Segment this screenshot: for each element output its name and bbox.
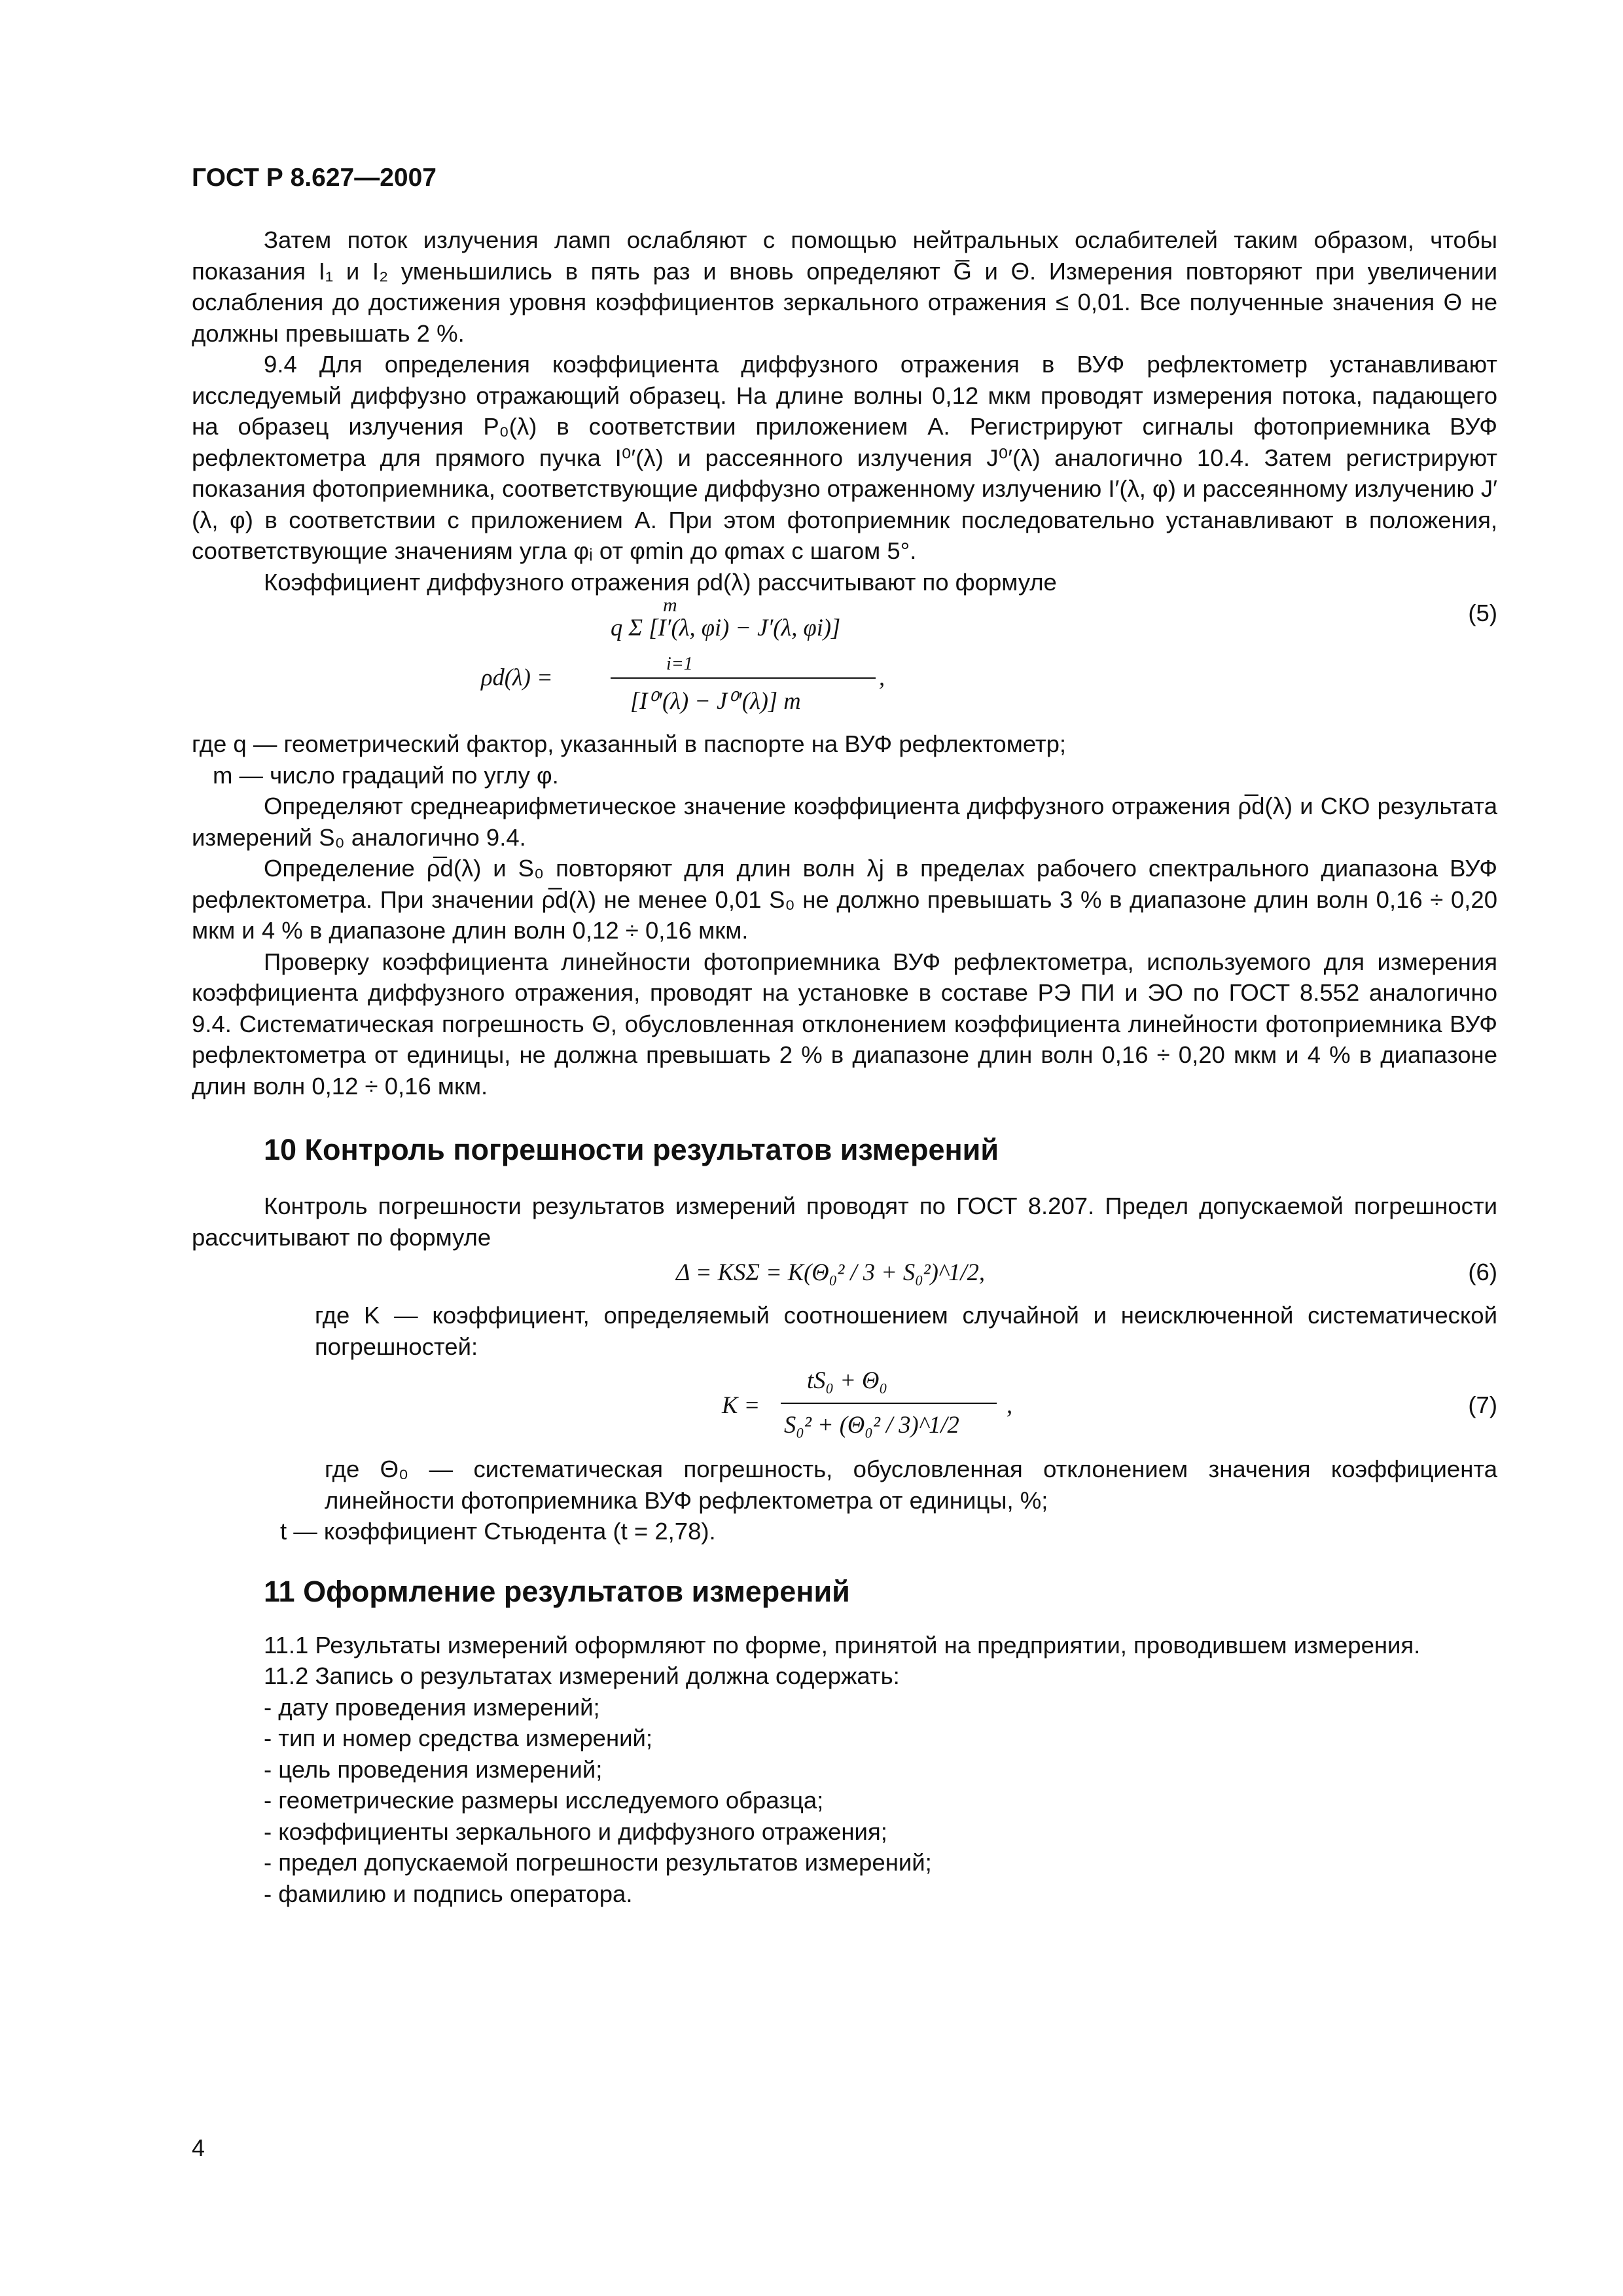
section-10-theta-definition: где Θ₀ — систематическая погрешность, обусловленная отклонением значения коэффициента линейности фотоприемника ВУФ рефлектометра от единицы, %; <box>325 1456 1497 1514</box>
equation-5-sum-upper: m <box>663 594 677 616</box>
equation-5-numerator: q Σ [I′(λ, φi) − J′(λ, φi)] <box>611 614 841 641</box>
equation-7 <box>192 1362 1497 1454</box>
page-content <box>192 224 1497 1909</box>
list-item: - коэффициенты зеркального и диффузного отражения; <box>264 1818 887 1845</box>
paragraph-9-4: 9.4 Для определения коэффициента диффузного отражения в ВУФ рефлектометр устанавливают исследуемый диффузно отражающий образец. На длине волны 0,12 мкм проводят измерения потока, падающего на образец излучения P₀(λ) в соответствии приложением А. Регистрируют сигналы фотоприемника ВУФ рефлектометра для прямого пучка I⁰′(λ) и рассеянного излучения J⁰′(λ) аналогично 10.4. Затем регистрируют показания фотоприемника, соответствующие диффузно отраженному излучению I′(λ, φ) и рассеянному излучению J′(λ, φ) в соответствии с приложением А. При этом фотоприемник последовательно устанавливают в положения, соответствующие значениям угла φᵢ от φmin до φmax с шагом 5°. <box>192 351 1497 564</box>
equation-5-number: (5) <box>1468 600 1497 626</box>
list-item: - дату проведения измерений; <box>264 1693 600 1721</box>
equation-7-lhs: K = <box>722 1391 760 1418</box>
equation-7-numerator: tS₀ + Θ₀ <box>807 1367 888 1393</box>
page-number: 4 <box>192 2134 205 2161</box>
equation-7-denominator: S₀² + (Θ₀² / 3)^1/2 <box>784 1411 959 1438</box>
paragraph-q-definition: где q — геометрический фактор, указанный в паспорте на ВУФ рефлектометр; <box>192 730 1067 757</box>
equation-5-sum-lower: i=1 <box>666 654 693 674</box>
section-10-paragraph-1: Контроль погрешности результатов измерений проводят по ГОСТ 8.207. Предел допускаемой погрешности рассчитывают по формуле <box>192 1193 1497 1251</box>
equation-7-number: (7) <box>1468 1391 1497 1418</box>
list-item: - цель проведения измерений; <box>264 1755 603 1783</box>
paragraph-linearity-check: Проверку коэффициента линейности фотоприемника ВУФ рефлектометра, используемого для измерения коэффициента диффузного отражения, проводят на установке в составе РЭ ПИ и ЭО по ГОСТ 8.552 аналогично 9.4. Систематическая погрешность Θ, обусловленная отклонением коэффициента линейности фотоприемника ВУФ рефлектометра от единицы, не должна превышать 2 % в диапазоне длин волн 0,16 ÷ 0,20 мкм и 4 % в диапазоне длин волн 0,12 ÷ 0,16 мкм. <box>192 948 1497 1100</box>
list-item: - геометрические размеры исследуемого образца; <box>264 1787 824 1814</box>
section-10-k-definition: где K — коэффициент, определяемый соотношением случайной и неисключенной систематической погрешностей: <box>315 1302 1497 1360</box>
paragraph-formula-intro: Коэффициент диффузного отражения ρd(λ) рассчитывают по формуле <box>264 568 1057 596</box>
equation-5 <box>192 594 1497 728</box>
list-item: - тип и номер средства измерений; <box>264 1725 653 1751</box>
equation-5-lhs: ρd(λ) = <box>481 664 553 691</box>
equation-5-tail: , <box>879 664 885 691</box>
paragraph-attenuation: Затем поток излучения ламп ослабляют с помощью нейтральных ослабителей таким образом, чтобы показания I₁ и I₂ уменьшились в пять раз и вновь определяют G̅ и Θ. Измерения повторяют при увеличении ослабления до достижения уровня коэффициентов зеркального отражения ≤ 0,01. Все полученные значения Θ не должны превышать 2 %. <box>192 226 1497 347</box>
list-item: - предел допускаемой погрешности результатов измерений; <box>264 1849 932 1876</box>
equation-6 <box>192 1253 1497 1300</box>
list-item: - фамилию и подпись оператора. <box>264 1880 633 1907</box>
equation-5-fraction-bar <box>611 677 876 679</box>
paragraph-m-definition: m — число градаций по углу φ. <box>213 761 559 789</box>
equation-6-formula: Δ = KSΣ = K(Θ₀² / 3 + S₀²)^1/2, <box>676 1259 986 1285</box>
section-11-title: 11 Оформление результатов измерений <box>264 1574 850 1608</box>
paragraph-wavelength-repeat: Определение ρ̅d(λ) и S₀ повторяют для длин волн λj в пределах рабочего спектрального диапазона ВУФ рефлектометра. При значении ρ̅d(λ) не менее 0,01 S₀ не должно превышать 3 % в диапазоне длин волн 0,16 ÷ 0,20 мкм и 4 % в диапазоне длин волн 0,12 ÷ 0,16 мкм. <box>192 855 1497 944</box>
equation-7-tail: , <box>1007 1391 1013 1418</box>
equation-5-denominator: [I⁰′(λ) − J⁰′(λ)] m <box>630 687 801 714</box>
section-11-paragraph-1: 11.1 Результаты измерений оформляют по форме, принятой на предприятии, проводившем измерения. <box>264 1631 1421 1659</box>
document-header: ГОСТ Р 8.627—2007 <box>192 164 437 192</box>
section-11-paragraph-2: 11.2 Запись о результатах измерений должна содержать: <box>264 1662 900 1689</box>
section-10-title: 10 Контроль погрешности результатов измерений <box>264 1133 999 1166</box>
section-10-t-definition: t — коэффициент Стьюдента (t = 2,78). <box>280 1518 716 1545</box>
equation-7-fraction-bar <box>781 1403 997 1404</box>
equation-6-number: (6) <box>1468 1259 1497 1285</box>
paragraph-mean-value: Определяют среднеарифметическое значение коэффициента диффузного отражения ρ̅d(λ) и СКО результата измерений S₀ аналогично 9.4. <box>192 793 1497 851</box>
results-record-list <box>192 1692 1497 1910</box>
